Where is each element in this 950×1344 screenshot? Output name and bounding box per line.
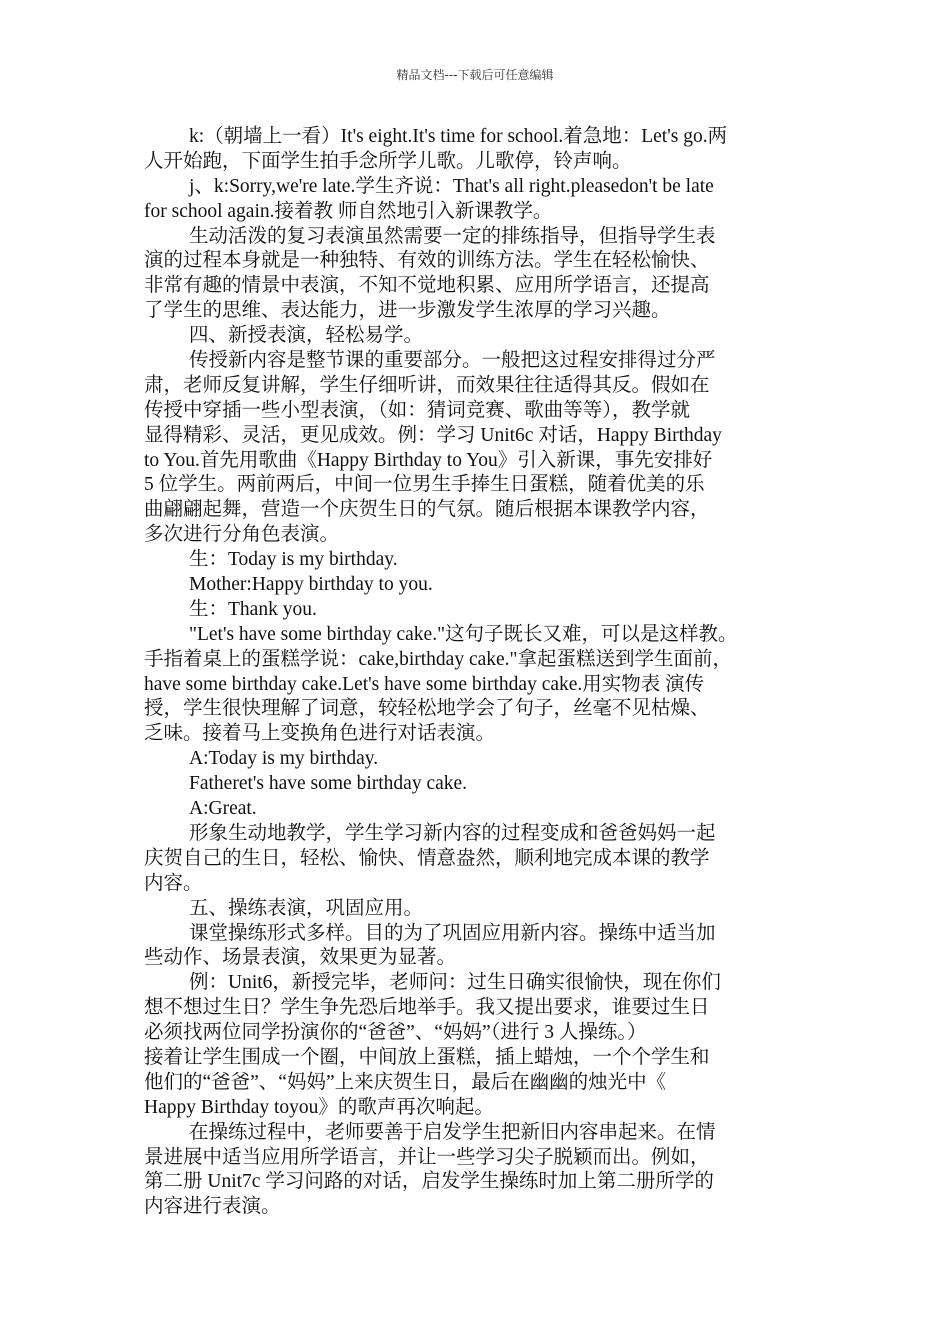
text-line: 手指着桌上的蛋糕学说：cake,birthday cake."拿起蛋糕送到学生面前， bbox=[144, 648, 732, 670]
text-line: 必须找两位同学扮演你的“爸爸”、“妈妈”（进行 3 人操练。） bbox=[144, 1022, 647, 1044]
text-line: 生：Thank you. bbox=[189, 598, 317, 620]
text-line: to You.首先用歌曲《Happy Birthday to You》引入新课，事先安排好 bbox=[144, 449, 713, 471]
text-line: 传授中穿插一些小型表演，（如：猜词竞赛、歌曲等等），教学就 bbox=[144, 399, 691, 421]
text-line: k:（朝墙上一看）It's eight.It's time for school.着急地：Let's go.两 bbox=[189, 126, 728, 147]
text-line: 曲翩翩起舞，营造一个庆贺生日的气氛。随后根据本课教学内容， bbox=[144, 499, 710, 521]
text-line: 内容进行表演。 bbox=[144, 1196, 281, 1218]
text-line: 景进展中适当应用所学语言，并让一些学习尖子脱颖而出。例如， bbox=[144, 1146, 710, 1168]
text-line: 乏味。接着马上变换角色进行对话表演。 bbox=[144, 723, 496, 745]
text-line: 了学生的思维、表达能力，进一步激发学生浓厚的学习兴趣。 bbox=[144, 300, 671, 322]
text-line: 5 位学生。两前两后，中间一位男生手捧生日蛋糕，随着优美的乐 bbox=[144, 474, 705, 496]
text-line: A:Great. bbox=[189, 798, 257, 820]
text-line: Fatheret's have some birthday cake. bbox=[189, 773, 468, 795]
text-line: 形象生动地教学，学生学习新内容的过程变成和爸爸妈妈一起 bbox=[189, 822, 716, 844]
text-line: 演的过程本身就是一种独特、有效的训练方法。学生在轻松愉快、 bbox=[144, 250, 710, 272]
text-line: A:Today is my birthday. bbox=[189, 748, 379, 770]
text-line: 四、新授表演，轻松易学。 bbox=[189, 325, 424, 347]
text-line: 在操练过程中，老师要善于启发学生把新旧内容串起来。在情 bbox=[189, 1121, 716, 1143]
text-line: "Let's have some birthday cake."这句子既长又难，可以是这样教。 bbox=[189, 623, 738, 645]
text-line: 例：Unit6，新授完毕，老师问：过生日确实很愉快，现在你们 bbox=[189, 972, 721, 994]
text-line: j、k:Sorry,we're late.学生齐说：That's all right.pleasedon't be late bbox=[189, 175, 714, 197]
text-line: 课堂操练形式多样。目的为了巩固应用新内容。操练中适当加 bbox=[189, 922, 716, 944]
text-line: 人开始跑，下面学生拍手念所学儿歌。儿歌停，铃声响。 bbox=[144, 150, 632, 172]
text-line: 庆贺自己的生日，轻松、愉快、情意盎然，顺利地完成本课的教学 bbox=[144, 847, 710, 869]
text-line: 想不想过生日？学生争先恐后地举手。我又提出要求，谁要过生日 bbox=[144, 997, 710, 1019]
text-line: 五、操练表演，巩固应用。 bbox=[189, 897, 424, 919]
text-line: 第二册 Unit7c 学习问路的对话，启发学生操练时加上第二册所学的 bbox=[144, 1171, 714, 1193]
text-line: 些动作、场景表演，效果更为显著。 bbox=[144, 947, 457, 969]
text-line: 生：Today is my birthday. bbox=[189, 549, 398, 571]
text-line: 接着让学生围成一个圈，中间放上蛋糕，插上蜡烛，一个个学生和 bbox=[144, 1046, 710, 1068]
page-header: 精品文档---下载后可任意编辑 bbox=[396, 68, 554, 82]
text-line: Happy Birthday toyou》的歌声再次响起。 bbox=[144, 1096, 494, 1118]
text-line: Mother:Happy birthday to you. bbox=[189, 574, 433, 596]
text-line: 授，学生很快理解了词意，较轻松地学会了句子，丝毫不见枯燥、 bbox=[144, 698, 710, 720]
text-line: 非常有趣的情景中表演，不知不觉地积累、应用所学语言，还提高 bbox=[144, 275, 710, 297]
text-line: 生动活泼的复习表演虽然需要一定的排练指导，但指导学生表 bbox=[189, 225, 716, 247]
text-line: have some birthday cake.Let's have some birthday cake.用实物表 演传 bbox=[144, 673, 705, 695]
text-line: 内容。 bbox=[144, 872, 203, 894]
text-line: 肃，老师反复讲解，学生仔细听讲，而效果往往适得其反。假如在 bbox=[144, 374, 710, 396]
text-line: 显得精彩、灵活，更见成效。例：学习 Unit6c 对话，Happy Birthday bbox=[144, 424, 722, 446]
document-body bbox=[144, 125, 810, 1220]
text-line: for school again.接着教 师自然地引入新课教学。 bbox=[144, 200, 553, 222]
text-line: 多次进行分角色表演。 bbox=[144, 524, 340, 546]
text-line: 传授新内容是整节课的重要部分。一般把这过程安排得过分严 bbox=[189, 350, 716, 372]
text-line: 他们的“爸爸”、“妈妈”上来庆贺生日，最后在幽幽的烛光中《 bbox=[144, 1071, 667, 1093]
